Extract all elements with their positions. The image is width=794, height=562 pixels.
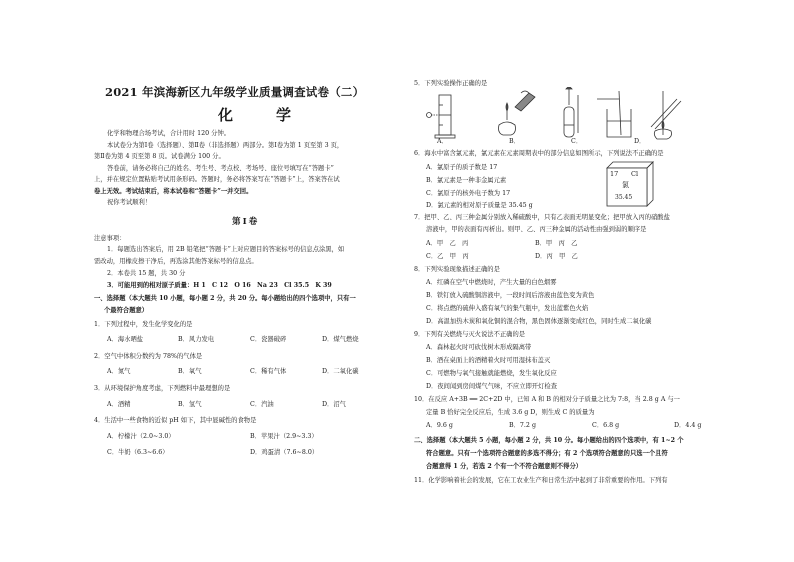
q8-option-c[interactable]: C．将点燃的硫伸入盛有氧气的集气瓶中，发出蓝紫色火焰 — [426, 305, 589, 312]
q7-stem-2: 溶液中，甲的表面有丙析出。则甲、乙、丙三种金属的活动性由强到弱的顺序是 — [426, 226, 647, 233]
section2-heading-3: 合题意得 1 分，若选 2 个有一个不符合题意则不得分） — [426, 463, 583, 470]
q10-stem-2: 定量 B 恰好完全反应后，生成 3.6 g D，则生成 C 的质量为 — [426, 409, 595, 416]
dropper-test-tube-icon — [564, 87, 578, 137]
q7-option-a[interactable]: A．甲 乙 丙 — [426, 240, 469, 247]
q7-option-d[interactable]: D．丙 甲 乙 — [535, 253, 578, 260]
q7-option-c[interactable]: C．乙 甲 丙 — [426, 253, 469, 260]
q2-option-a[interactable]: A．氮气 — [107, 368, 131, 375]
intro-line-7: 祝你考试顺利！ — [107, 199, 152, 206]
section1-heading-2: 个最符合题意） — [104, 307, 149, 314]
q1-option-a[interactable]: A．海水晒盐 — [107, 336, 144, 343]
intro-line-5: 上，并在规定位置粘贴考试用条形码。答题时，务必将答案写在“答题卡”上，答案答在试 — [94, 176, 340, 183]
q2-option-c[interactable]: C．稀有气体 — [250, 368, 287, 375]
q1-option-c[interactable]: C．瓷器破碎 — [250, 336, 287, 343]
q5-apparatus-figure — [425, 87, 685, 147]
q5-option-c[interactable]: C． — [571, 138, 583, 145]
q8-stem: 8．下列实验现象描述正确的是 — [414, 266, 500, 273]
q2-option-b[interactable]: B．氧气 — [178, 368, 202, 375]
element-symbol: Cl — [631, 170, 639, 178]
beaker-icon — [597, 91, 631, 137]
q3-option-d[interactable]: D．沼气 — [322, 401, 346, 408]
exam-title: 2021 年滨海新区九年级学业质量调查试卷（二） — [105, 85, 365, 99]
note-3: 3．可能用到的相对原子质量：H 1 C 12 O 16 Na 23 Cl 35.5 K 39 — [107, 282, 332, 289]
q6-option-d[interactable]: D．氯元素的相对原子质量是 35.45 g — [426, 202, 533, 209]
section2-heading-2: 符合题意。只有一个选项符合题意的多选不得分；有 2 个选项符合题意的只选一个且符 — [426, 450, 668, 457]
chlorine-element-cell — [605, 160, 655, 208]
q8-option-b[interactable]: B．铁钉放入硫酸铜溶液中，一段时间后溶液由蓝色变为黄色 — [426, 292, 595, 299]
subject-title: 化 学 — [218, 106, 306, 124]
intro-line-6: 卷上无效。考试结束后，将本试卷和“答题卡”一并交回。 — [94, 188, 253, 195]
q4-stem: 4．生活中一些食物的近似 pH 如下，其中显碱性的食物是 — [94, 417, 257, 424]
q8-option-a[interactable]: A．红磷在空气中燃烧时，产生大量的白色烟雾 — [426, 279, 557, 286]
q6-option-c[interactable]: C．氯原子的核外电子数为 17 — [426, 190, 511, 197]
q4-option-a[interactable]: A．柠檬汁（2.0~3.0） — [107, 433, 175, 440]
section1-heading: 一、选择题（本大题共 10 小题，每小题 2 分，共 20 分。每小题给出的四个选项中，只有一 — [94, 295, 356, 302]
q5-option-a[interactable]: A． — [437, 138, 448, 145]
q7-stem-1: 7．把甲、乙、丙三种金属分别放入稀硫酸中，只有乙表面无明显变化；把甲放入丙的硝酸盐 — [414, 214, 670, 221]
q9-option-a[interactable]: A．森林起火时可砍伐树木形成隔离带 — [426, 344, 532, 351]
q2-option-d[interactable]: D．二氧化碳 — [322, 368, 359, 375]
q10-stem-1: 10．在反应 A+3B ══ 2C+2D 中，已知 A 和 B 的相对分子质量之比为 7:8，当 2.8 g A 与一 — [414, 396, 680, 403]
q4-option-b[interactable]: B．苹果汁（2.9~3.3） — [250, 433, 318, 440]
q3-option-a[interactable]: A．酒精 — [107, 401, 131, 408]
q5-option-b[interactable]: B． — [509, 138, 520, 145]
q7-option-b[interactable]: B．甲 丙 乙 — [535, 240, 578, 247]
element-name: 氯 — [622, 181, 629, 189]
alcohol-lamp-icon — [499, 91, 536, 135]
q3-option-b[interactable]: B．氢气 — [178, 401, 202, 408]
q10-option-d[interactable]: D．4.4 g — [674, 422, 702, 429]
notes-title: 注意事项： — [94, 235, 126, 242]
q3-stem: 3．从环境保护角度考虑，下列燃料中最理想的是 — [94, 385, 231, 392]
q4-option-d[interactable]: D．鸡蛋清（7.6~8.0） — [250, 449, 319, 456]
q1-option-d[interactable]: D．煤气燃烧 — [322, 336, 359, 343]
q11-stem: 11．化学影响着社会的发展，它在工农业生产和日常生活中起到了非常重要的作用。下列有 — [414, 477, 668, 484]
note-2: 2．本卷共 15 题，共 30 分 — [107, 270, 186, 277]
heating-test-tube-icon — [651, 91, 681, 139]
q3-option-c[interactable]: C．汽油 — [250, 401, 274, 408]
q6-option-b[interactable]: B．氯元素是一种非金属元素 — [426, 177, 507, 184]
note-1b: 需改动，用橡皮擦干净后，再选涂其他答案标号的信息点。 — [94, 258, 258, 265]
intro-line-1: 化学和物理合场考试，合计用时 120 分钟。 — [107, 130, 231, 137]
q6-stem: 6．海水中富含氯元素，氯元素在元素周期表中的部分信息如图所示，下列说法不正确的是 — [414, 150, 664, 157]
element-number: 17 — [610, 170, 619, 178]
section2-heading-1: 二、选择题（本大题共 5 小题，每小题 2 分，共 10 分。每小题给出的四个选项中，有 1~2 个 — [414, 437, 684, 444]
q9-stem: 9．下列有关燃烧与灭火说法不正确的是 — [414, 331, 526, 338]
q6-option-a[interactable]: A．氯原子的质子数是 17 — [426, 164, 498, 171]
q9-option-c[interactable]: C．可燃物与氧气接触就能燃烧，发生氧化反应 — [426, 370, 557, 377]
q10-option-c[interactable]: C．6.8 g — [592, 422, 620, 429]
q9-option-b[interactable]: B．酒在桌面上的酒精着火时可用湿抹布盖灭 — [426, 357, 551, 364]
q5-option-d[interactable]: D． — [634, 138, 646, 145]
q2-stem: 2．空气中体积分数约为 78%的气体是 — [94, 353, 203, 360]
q1-option-b[interactable]: B．风力发电 — [178, 336, 215, 343]
q5-stem: 5．下列实验操作正确的是 — [414, 80, 488, 87]
volume-heading: 第Ⅰ卷 — [232, 217, 260, 227]
intro-line-3: 第Ⅱ卷为第 4 页至第 8 页。试卷满分 100 分。 — [94, 153, 225, 160]
q8-option-d[interactable]: D．高温加热木炭和氧化铜的混合物，黑色固体逐渐变成红色，同时生成二氧化碳 — [426, 318, 652, 325]
intro-line-4: 答卷前，请务必将自己的姓名、考生号、考点校、考场号、座位号填写在“答题卡” — [107, 165, 334, 172]
q10-option-a[interactable]: A．9.6 g — [426, 422, 453, 429]
q1-stem: 1．下列过程中，发生化学变化的是 — [94, 321, 193, 328]
q10-option-b[interactable]: B．7.2 g — [509, 422, 536, 429]
intro-line-2: 本试卷分为第Ⅰ卷（选择题）、第Ⅱ卷（非选择题）两部分。第Ⅰ卷为第 1 页至第 3 页， — [107, 142, 344, 149]
q9-option-d[interactable]: D．夜间闻到房间煤气气味，不应立即开灯检查 — [426, 383, 557, 390]
note-1: 1．每题选出答案后，用 2B 铅笔把“答题卡”上对应题目的答案标号的信息点涂黑，如 — [107, 246, 345, 253]
element-mass: 35.45 — [615, 194, 633, 201]
q4-option-c[interactable]: C．牛奶（6.3~6.6） — [107, 449, 169, 456]
graduated-cylinder-icon — [427, 95, 456, 138]
